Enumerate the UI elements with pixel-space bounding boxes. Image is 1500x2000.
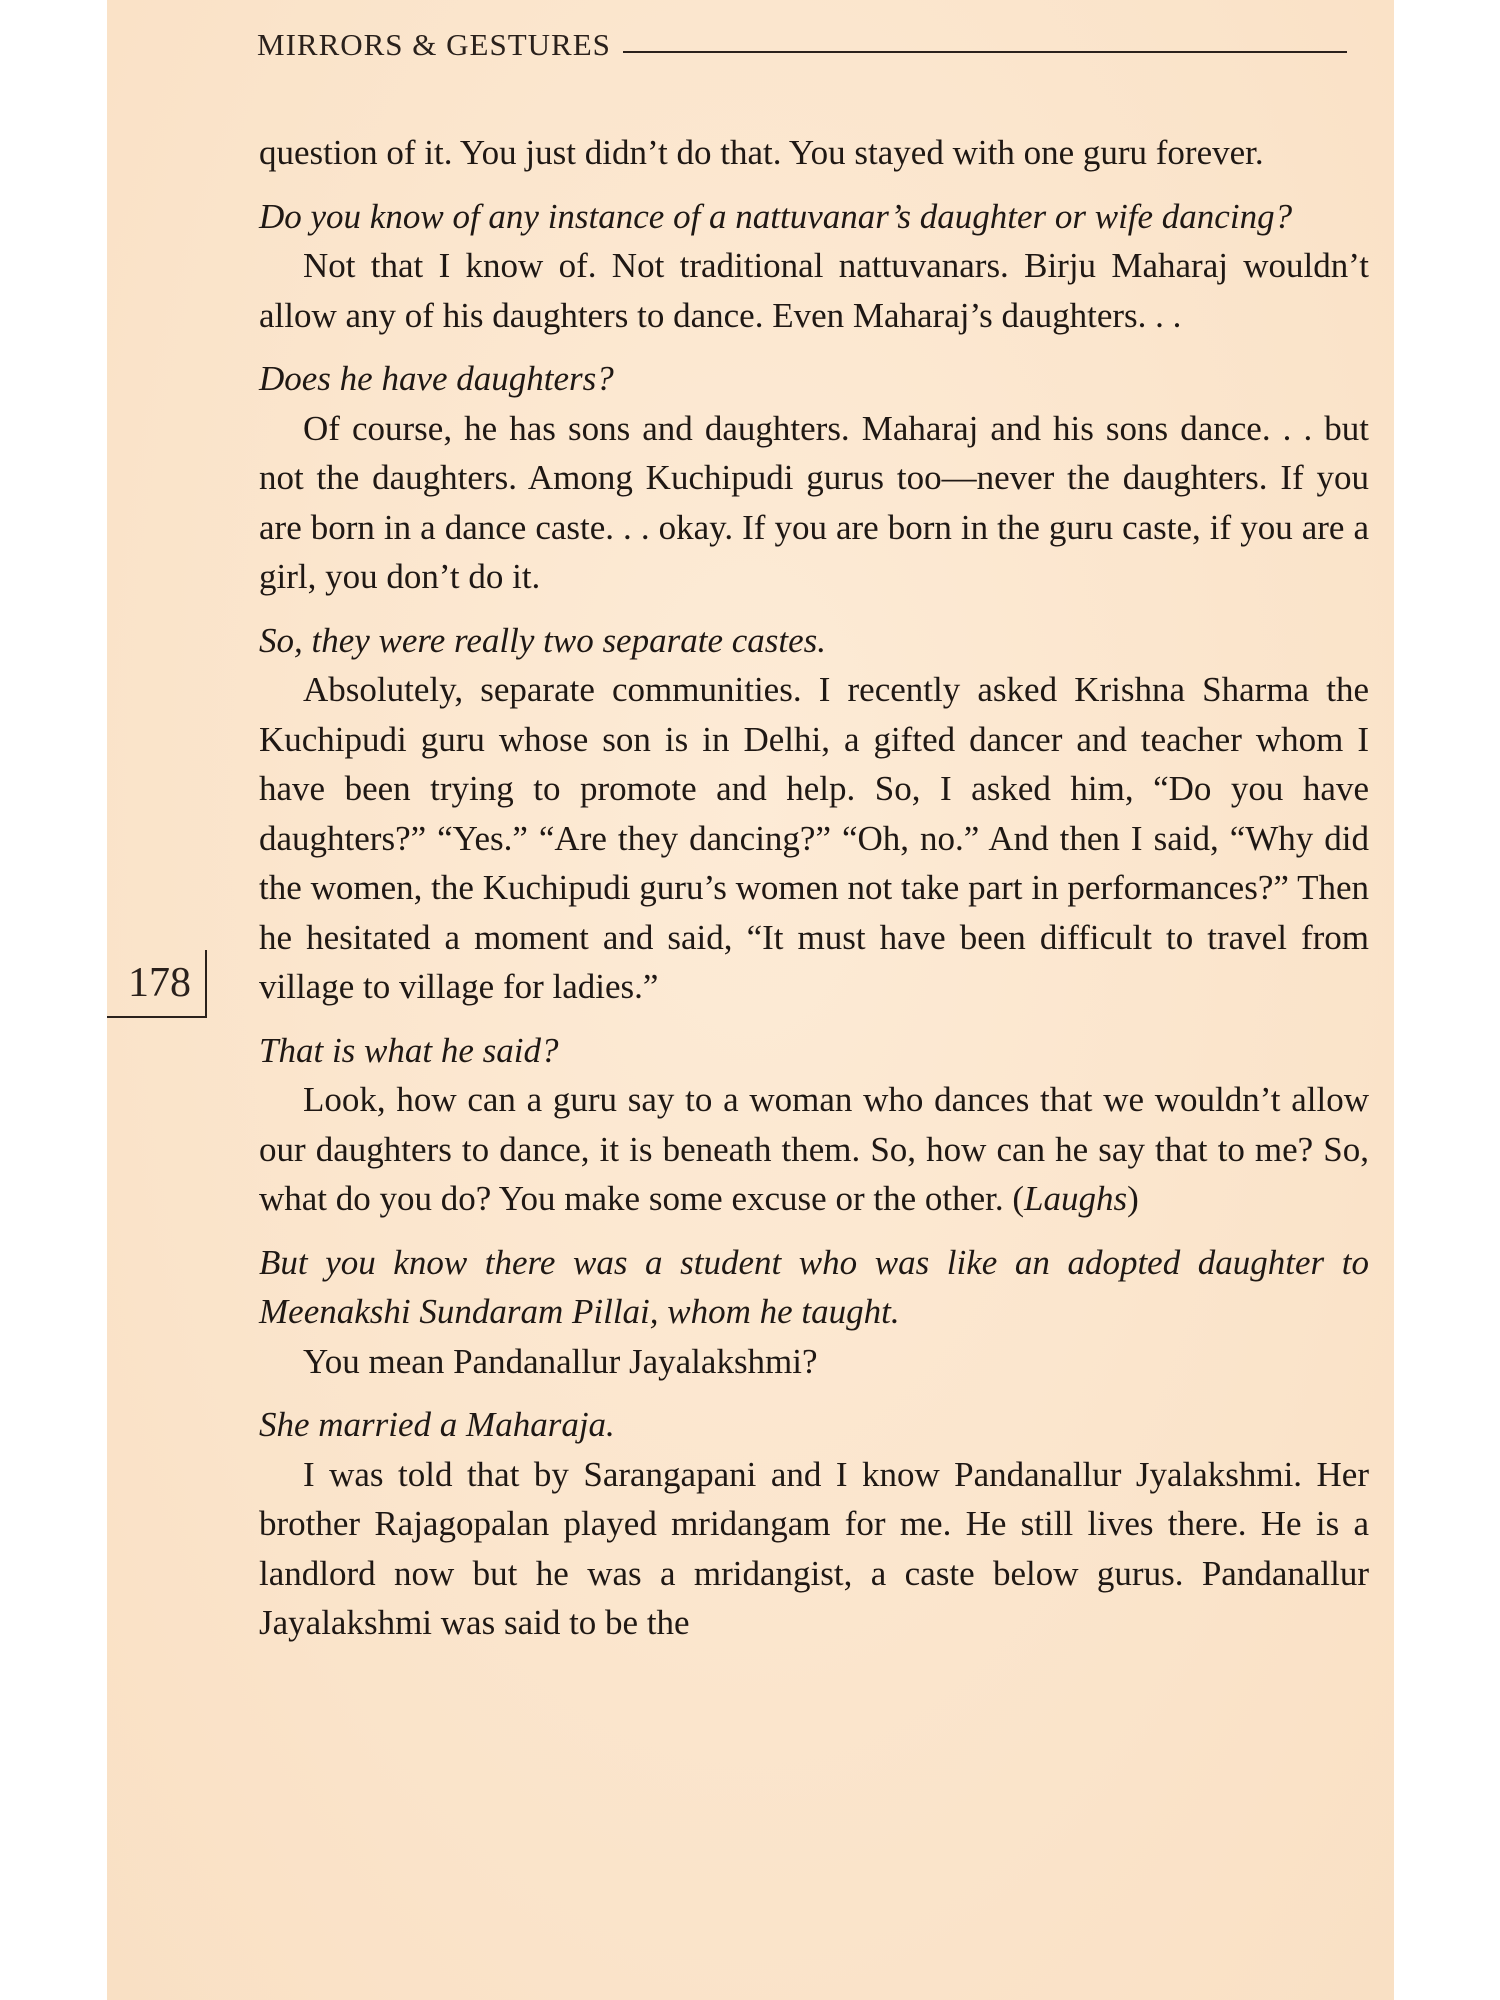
answer-2: Of course, he has sons and daughters. Maharaj and his sons dance. . . but not the daughters. Among Kuchipudi gurus too—never the daughters. If you are born in a dance caste. . . okay. If you are born in the guru caste, if you are a girl, you don’t do it. [259,408,1369,596]
question-3: So, they were really two separate castes. [259,620,827,660]
answer-3: Absolutely, separate communities. I recently asked Krishna Sharma the Kuchipudi guru whose son is in Delhi, a gifted dancer and teacher whom I have been trying to promote and help. So, I asked him, “Do you have daughters?” “Yes.” “Are they dancing?” “Oh, no.” And then I said, “Why did the women, the Kuchipudi guru’s women not take part in performances?” Then he hesitated a moment and said, “It must have been difficult to travel from village to village for ladies.” [259,670,1369,1006]
book-page [107,0,1394,2000]
question-6: She married a Maharaja. [259,1405,615,1444]
answer-1: Not that I know of. Not traditional nattuvanars. Birju Maharaj wouldn’t allow any of his daughters to dance. Even Maharaj’s daughters. . . [259,246,1369,335]
laughs-annotation: Laughs [1024,1179,1128,1218]
question-2: Does he have daughters? [259,359,614,398]
question-5: But you know there was a student who was like an adopted daughter to Meenakshi Sundaram Pillai, whom he taught. [259,1242,1369,1331]
answer-5: You mean Pandanallur Jayalakshmi? [303,1341,818,1381]
answer-4: Look, how can a guru say to a woman who dances that we wouldn’t allow our daughters to dance, it is beneath them. So, how can he say that to me? So, what do you do? You make some excuse or the other. (Laughs) [259,1080,1369,1218]
running-head [257,20,1347,70]
question-1: Do you know of any instance of a nattuvanar’s daughter or wife dancing? [259,196,1293,236]
answer-6: I was told that by Sarangapani and I know Pandanallur Jyalakshmi. Her brother Rajagopalan played mridangam for me. He still lives there. He is a landlord now but he was a mridangist, a caste below gurus. Pandanallur Jayalakshmi was said to be the [259,1454,1369,1642]
body-text [259,128,1369,1648]
running-head-rule [623,51,1347,53]
running-head-title: MIRRORS & GESTURES [257,27,611,62]
question-4: That is what he said? [259,1030,559,1070]
paragraph-1: question of it. You just didn’t do that. You stayed with one guru forever. [259,133,1264,172]
page-number: 178 [107,950,207,1018]
